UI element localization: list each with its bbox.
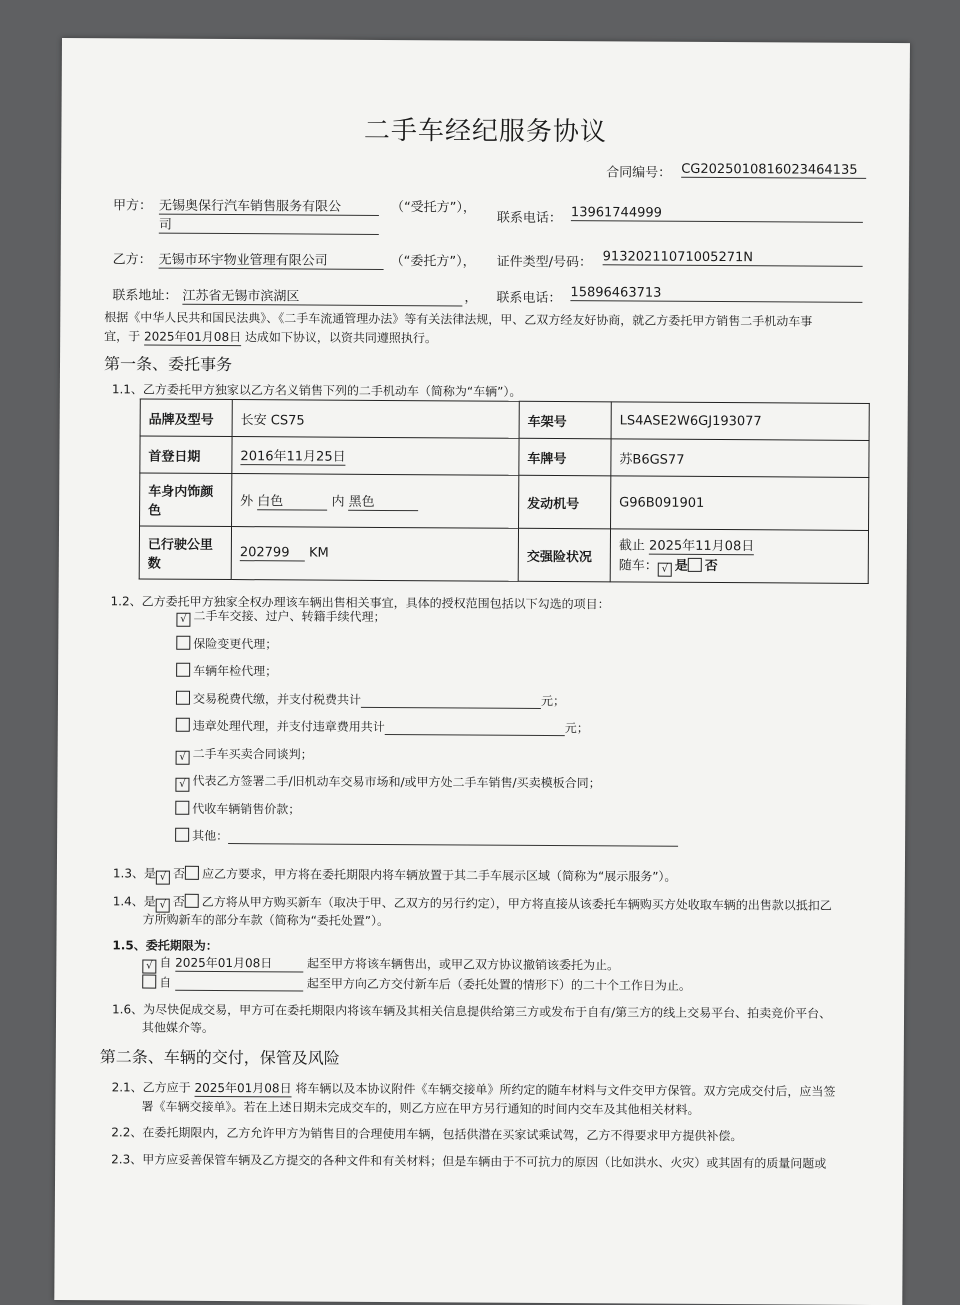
contract-paper — [54, 38, 910, 1305]
c14-yes-checkbox[interactable]: √ — [156, 899, 170, 913]
authorization-option — [175, 827, 678, 847]
authorization-option — [176, 634, 277, 652]
c13-pre: 1.3、是 — [112, 866, 157, 881]
color-label: 车身内饰颜色 — [140, 473, 232, 527]
mileage-value: 202799 — [240, 545, 305, 561]
color-cell — [232, 474, 519, 529]
option-label: 车辆年检代理； — [193, 663, 278, 679]
clause-1-1: 1.1、乙方委托甲方独家以乙方名义销售下列的二手机动车（简称为“车辆”）。 — [111, 382, 522, 399]
option-amount-blank[interactable] — [361, 692, 541, 708]
term-b-pre: 自 — [159, 975, 172, 990]
option-label: 其他： — [192, 828, 229, 844]
section-1-heading: 第一条、委托事务 — [103, 354, 233, 375]
vin-label: 车架号 — [519, 401, 611, 439]
reg-value: 2016年11月25日 — [240, 445, 345, 466]
option-label: 代收车辆销售价款； — [192, 801, 301, 816]
brand-value: 长安 CS75 — [232, 400, 519, 439]
vehicle-table — [139, 398, 870, 583]
c14-no-checkbox[interactable] — [185, 894, 199, 908]
party-a-label: 甲方： — [112, 198, 153, 214]
term-b-checkbox[interactable] — [142, 975, 156, 989]
option-label: 二手车买卖合同谈判； — [192, 746, 313, 762]
table-row — [139, 526, 868, 583]
clause-2-2: 2.2、在委托期限内，乙方允许甲方为销售目的合理使用车辆，包括供潜在买家试乘试驾，乙方不得要求甲方提供补偿。 — [111, 1125, 743, 1144]
option-amount-blank[interactable] — [385, 720, 565, 736]
brand-label: 品牌及型号 — [140, 399, 232, 437]
authorization-option — [175, 772, 600, 795]
party-b-phone: 15896463713 — [570, 285, 862, 303]
c21-pre: 2.1、乙方应于 — [111, 1080, 191, 1095]
term-b-date — [175, 976, 303, 992]
party-b-role: （“委托方”）， — [390, 254, 476, 270]
engine-label: 发动机号 — [519, 475, 611, 529]
reg-cell — [232, 437, 519, 476]
option-checkbox[interactable] — [176, 690, 190, 704]
clause-1-6: 1.6、为尽快促成交易，甲方可在委托期限内将该车辆及其相关信息提供给第三方或发布于自有/第三方的线上交易平台、拍卖竞价平台、 — [112, 1002, 832, 1021]
reg-label: 首登日期 — [140, 436, 232, 474]
option-checkbox[interactable] — [175, 828, 189, 842]
c14-mid: 否 — [172, 894, 185, 909]
option-checkbox[interactable]: √ — [176, 613, 190, 627]
party-b-name: 无锡市环宇物业管理有限公司 — [159, 249, 384, 270]
yes-checkbox[interactable]: √ — [658, 563, 672, 577]
party-a-role: （“受托方”）， — [390, 200, 476, 216]
ins-date: 2025年11月08日 — [649, 535, 754, 556]
c13-yes-checkbox[interactable]: √ — [156, 871, 170, 885]
option-label: 代表乙方签署二手/旧机动车交易市场和/或甲方处二手车销售/买卖模板合同； — [192, 773, 601, 791]
ins-carry-label: 随车： — [618, 558, 658, 574]
intro-pre: 宜，于 — [104, 329, 141, 344]
insurance-line-2 — [619, 554, 860, 577]
option-label: 交易税费代缴，并支付税费共计 — [192, 691, 362, 707]
option-checkbox[interactable] — [176, 663, 190, 677]
option-unit: 元； — [540, 693, 566, 708]
mileage-unit: KM — [308, 545, 329, 561]
party-a-name: 无锡奥保行汽车销售服务有限公 — [159, 195, 379, 216]
party-b-addr-tail: ， — [464, 290, 478, 306]
contract-number: CG20250108160234641​35 — [681, 162, 866, 179]
option-unit: 元； — [564, 721, 589, 736]
term-b-post: 起至甲方向乙方交付新车后（委托处置的情形下）的二十个工作日为止。 — [306, 976, 691, 993]
ins-prefix: 截止 — [618, 538, 645, 554]
party-b-label: 乙方： — [112, 252, 152, 268]
authorization-option — [176, 607, 385, 628]
other-blank[interactable] — [228, 829, 678, 847]
contract-number-label: 合同编号： — [606, 165, 672, 181]
inner-label: 内 — [331, 494, 345, 510]
authorization-option — [176, 744, 313, 765]
no-checkbox[interactable] — [688, 558, 702, 572]
plate-value: 苏B6GS77 — [611, 439, 869, 478]
party-b-id-label: 证件类型/号码： — [496, 254, 593, 271]
authorization-option — [176, 717, 589, 737]
insurance-label: 交强险状况 — [518, 528, 610, 582]
c21-date: 2025年01月08日 — [194, 1080, 292, 1096]
party-a-name-cont: 司 — [159, 214, 379, 235]
table-row — [140, 473, 869, 530]
c13-mid: 否 — [172, 866, 186, 881]
intro-date: 2025年01月08日 — [143, 329, 242, 345]
intro-line-2 — [104, 327, 437, 347]
party-b-addr-label: 联系地址： — [112, 288, 178, 304]
party-a-phone-label: 联系电话： — [496, 210, 562, 227]
option-label: 二手车交接、过户、转籍手续代理； — [193, 608, 386, 624]
clause-1-3 — [113, 864, 677, 887]
clause-1-5: 1.5、委托期限为： — [112, 938, 218, 953]
intro-line-1: 根据《中华人民共和国民法典》、《二手车流通管理办法》等有关法律法规，甲、乙双方经友好协商，就乙方委托甲方销售二手机动车事 — [104, 310, 813, 329]
outer-label: 外 — [240, 494, 254, 510]
c14-post: 乙方将从甲方购买新车（取决于甲、乙双方的另行约定），甲方将直接从该委托车辆购买方处收取车辆的出售款以抵扣乙 — [201, 894, 832, 913]
outer-color: 白色 — [257, 490, 327, 510]
mileage-label: 已行驶公里数 — [139, 526, 231, 580]
option-label: 保险变更代理； — [193, 636, 278, 651]
authorization-option — [176, 689, 565, 708]
term-a-pre: 自 — [159, 955, 172, 970]
option-checkbox[interactable]: √ — [176, 750, 190, 764]
party-b-address: 江苏省无锡市滨湖区 — [182, 285, 462, 307]
authorization-option — [175, 799, 300, 817]
table-row — [140, 399, 869, 440]
yes-label: 是 — [674, 558, 688, 574]
c13-post: 应乙方要求，甲方将在委托期限内将车辆放置于其二手车展示区域（简称为“展示服务”）。 — [201, 866, 677, 884]
option-checkbox[interactable] — [176, 718, 190, 732]
table-row — [140, 436, 869, 477]
authorization-option — [176, 662, 277, 680]
c14-pre: 1.4、是 — [112, 894, 156, 909]
term-option-b — [142, 974, 691, 994]
clause-1-6-line2: 其他媒介等。 — [141, 1020, 215, 1035]
term-a-date: 2025年01月08日 — [175, 954, 303, 973]
page-title: 二手车经纪服务协议 — [363, 115, 608, 148]
c21-post: 将车辆以及本协议附件《车辆交接单》所约定的随车材料与文件交甲方保管。双方完成交付后，应当签 — [295, 1081, 836, 1099]
plate-label: 车牌号 — [519, 438, 611, 476]
intro-post: 达成如下协议，以资共同遵照执行。 — [244, 330, 437, 346]
insurance-line-1 — [619, 534, 860, 555]
option-label: 违章处理代理，并支付违章费用共计 — [192, 718, 385, 734]
inner-color: 黑色 — [349, 491, 419, 511]
option-checkbox[interactable] — [175, 800, 189, 814]
term-a-checkbox[interactable]: √ — [142, 960, 156, 974]
section-2-heading: 第二条、车辆的交付，保管及风险 — [99, 1047, 340, 1068]
party-b-phone-label: 联系电话： — [496, 290, 562, 307]
option-checkbox[interactable] — [176, 635, 190, 649]
party-a-phone: 13961744999 — [571, 205, 863, 223]
clause-1-2: 1.2、乙方委托甲方独家全权办理该车辆出售相关事宜，具体的授权范围包括以下勾选的项目： — [110, 594, 610, 612]
clause-2-3: 2.3、甲方应妥善保管车辆及乙方提交的各种文件和有关材料；但是车辆由于不可抗力的原因（比如洪水、火灾）或其固有的质量问题或 — [111, 1152, 827, 1171]
engine-value: G96B091901 — [611, 476, 869, 531]
option-checkbox[interactable]: √ — [175, 778, 189, 792]
clause-1-4-line2: 方所购新车的部分车款（简称为“委托处置”）。 — [142, 912, 390, 929]
vin-value: LS4ASE2W6GJ193077 — [611, 402, 869, 441]
term-a-post: 起至甲方将该车辆售出，或甲乙双方协议撤销该委托为止。 — [306, 956, 620, 973]
no-label: 否 — [704, 558, 718, 575]
insurance-cell — [610, 529, 868, 584]
clause-2-1-line2: 署《车辆交接单》。若在上述日期未完成交车的，则乙方应在甲方另行通知的时间内交车及其他相关材料。 — [141, 1099, 700, 1117]
party-b-id: 91320211071005271N — [603, 249, 863, 267]
c13-no-checkbox[interactable] — [185, 866, 199, 880]
mileage-cell — [231, 527, 518, 582]
